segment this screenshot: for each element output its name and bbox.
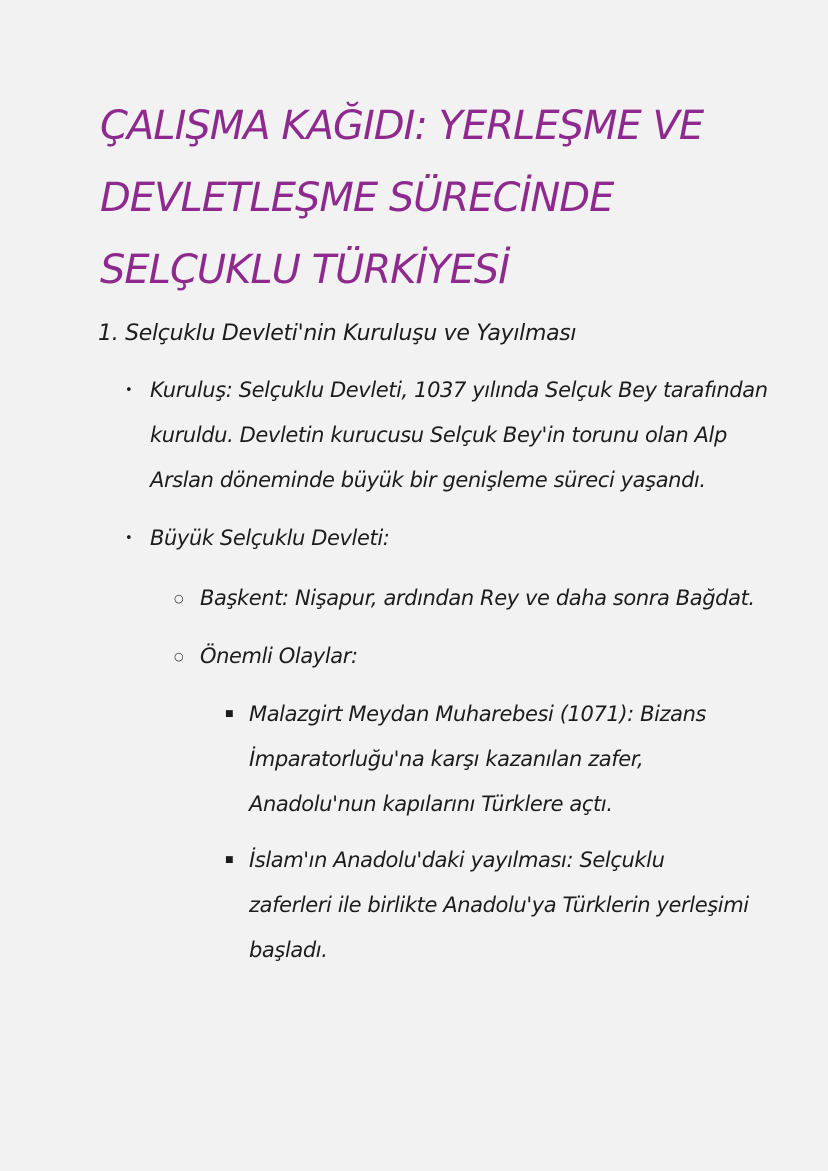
malazgirt-line-1: Malazgirt Meydan Muharebesi (1071): Bizans: [249, 702, 707, 726]
malazgirt-line-3: Anadolu'nun kapılarını Türklere açtı.: [249, 792, 613, 816]
title-line-2: DEVLETLEŞME SÜRECİNDE: [100, 175, 614, 221]
list-item-kurulus: [125, 368, 768, 503]
title-line-1: ÇALIŞMA KAĞIDI: YERLEŞME VE: [100, 103, 704, 149]
list-item-onemli-olaylar: [174, 634, 358, 679]
bullet-square-icon: ■: [225, 855, 234, 865]
list-item-malazgirt: [225, 692, 707, 827]
bullet-disc-icon: •: [125, 383, 133, 398]
bullet-circle-icon: ○: [174, 592, 184, 605]
bullet-square-icon: ■: [225, 709, 234, 719]
bullet-disc-icon: •: [125, 531, 133, 546]
islam-line-3: başladı.: [249, 938, 328, 962]
baskent-text: Başkent: Nişapur, ardından Rey ve daha sonra Bağdat.: [200, 586, 755, 610]
list-item-buyuk-selcuklu: [125, 516, 390, 561]
page-title: [100, 90, 780, 306]
onemli-olaylar-label: Önemli Olaylar:: [200, 644, 358, 668]
bullet-circle-icon: ○: [174, 650, 184, 663]
section-heading: 1. Selçuklu Devleti'nin Kuruluşu ve Yayılması: [98, 321, 577, 346]
kurulus-line-1: Kuruluş: Selçuklu Devleti, 1037 yılında Selçuk Bey tarafından: [150, 378, 768, 402]
list-item-baskent: [174, 576, 755, 621]
list-item-islam-yayilmasi: [225, 838, 749, 973]
islam-line-1: İslam'ın Anadolu'daki yayılması: Selçuklu: [249, 848, 665, 872]
buyuk-selcuklu-label: Büyük Selçuklu Devleti:: [150, 526, 390, 550]
malazgirt-line-2: İmparatorluğu'na karşı kazanılan zafer,: [249, 747, 644, 771]
kurulus-line-3: Arslan döneminde büyük bir genişleme süreci yaşandı.: [150, 468, 706, 492]
title-line-3: SELÇUKLU TÜRKİYESİ: [100, 247, 510, 293]
kurulus-line-2: kuruldu. Devletin kurucusu Selçuk Bey'in torunu olan Alp: [150, 423, 727, 447]
islam-line-2: zaferleri ile birlikte Anadolu'ya Türklerin yerleşimi: [249, 893, 749, 917]
